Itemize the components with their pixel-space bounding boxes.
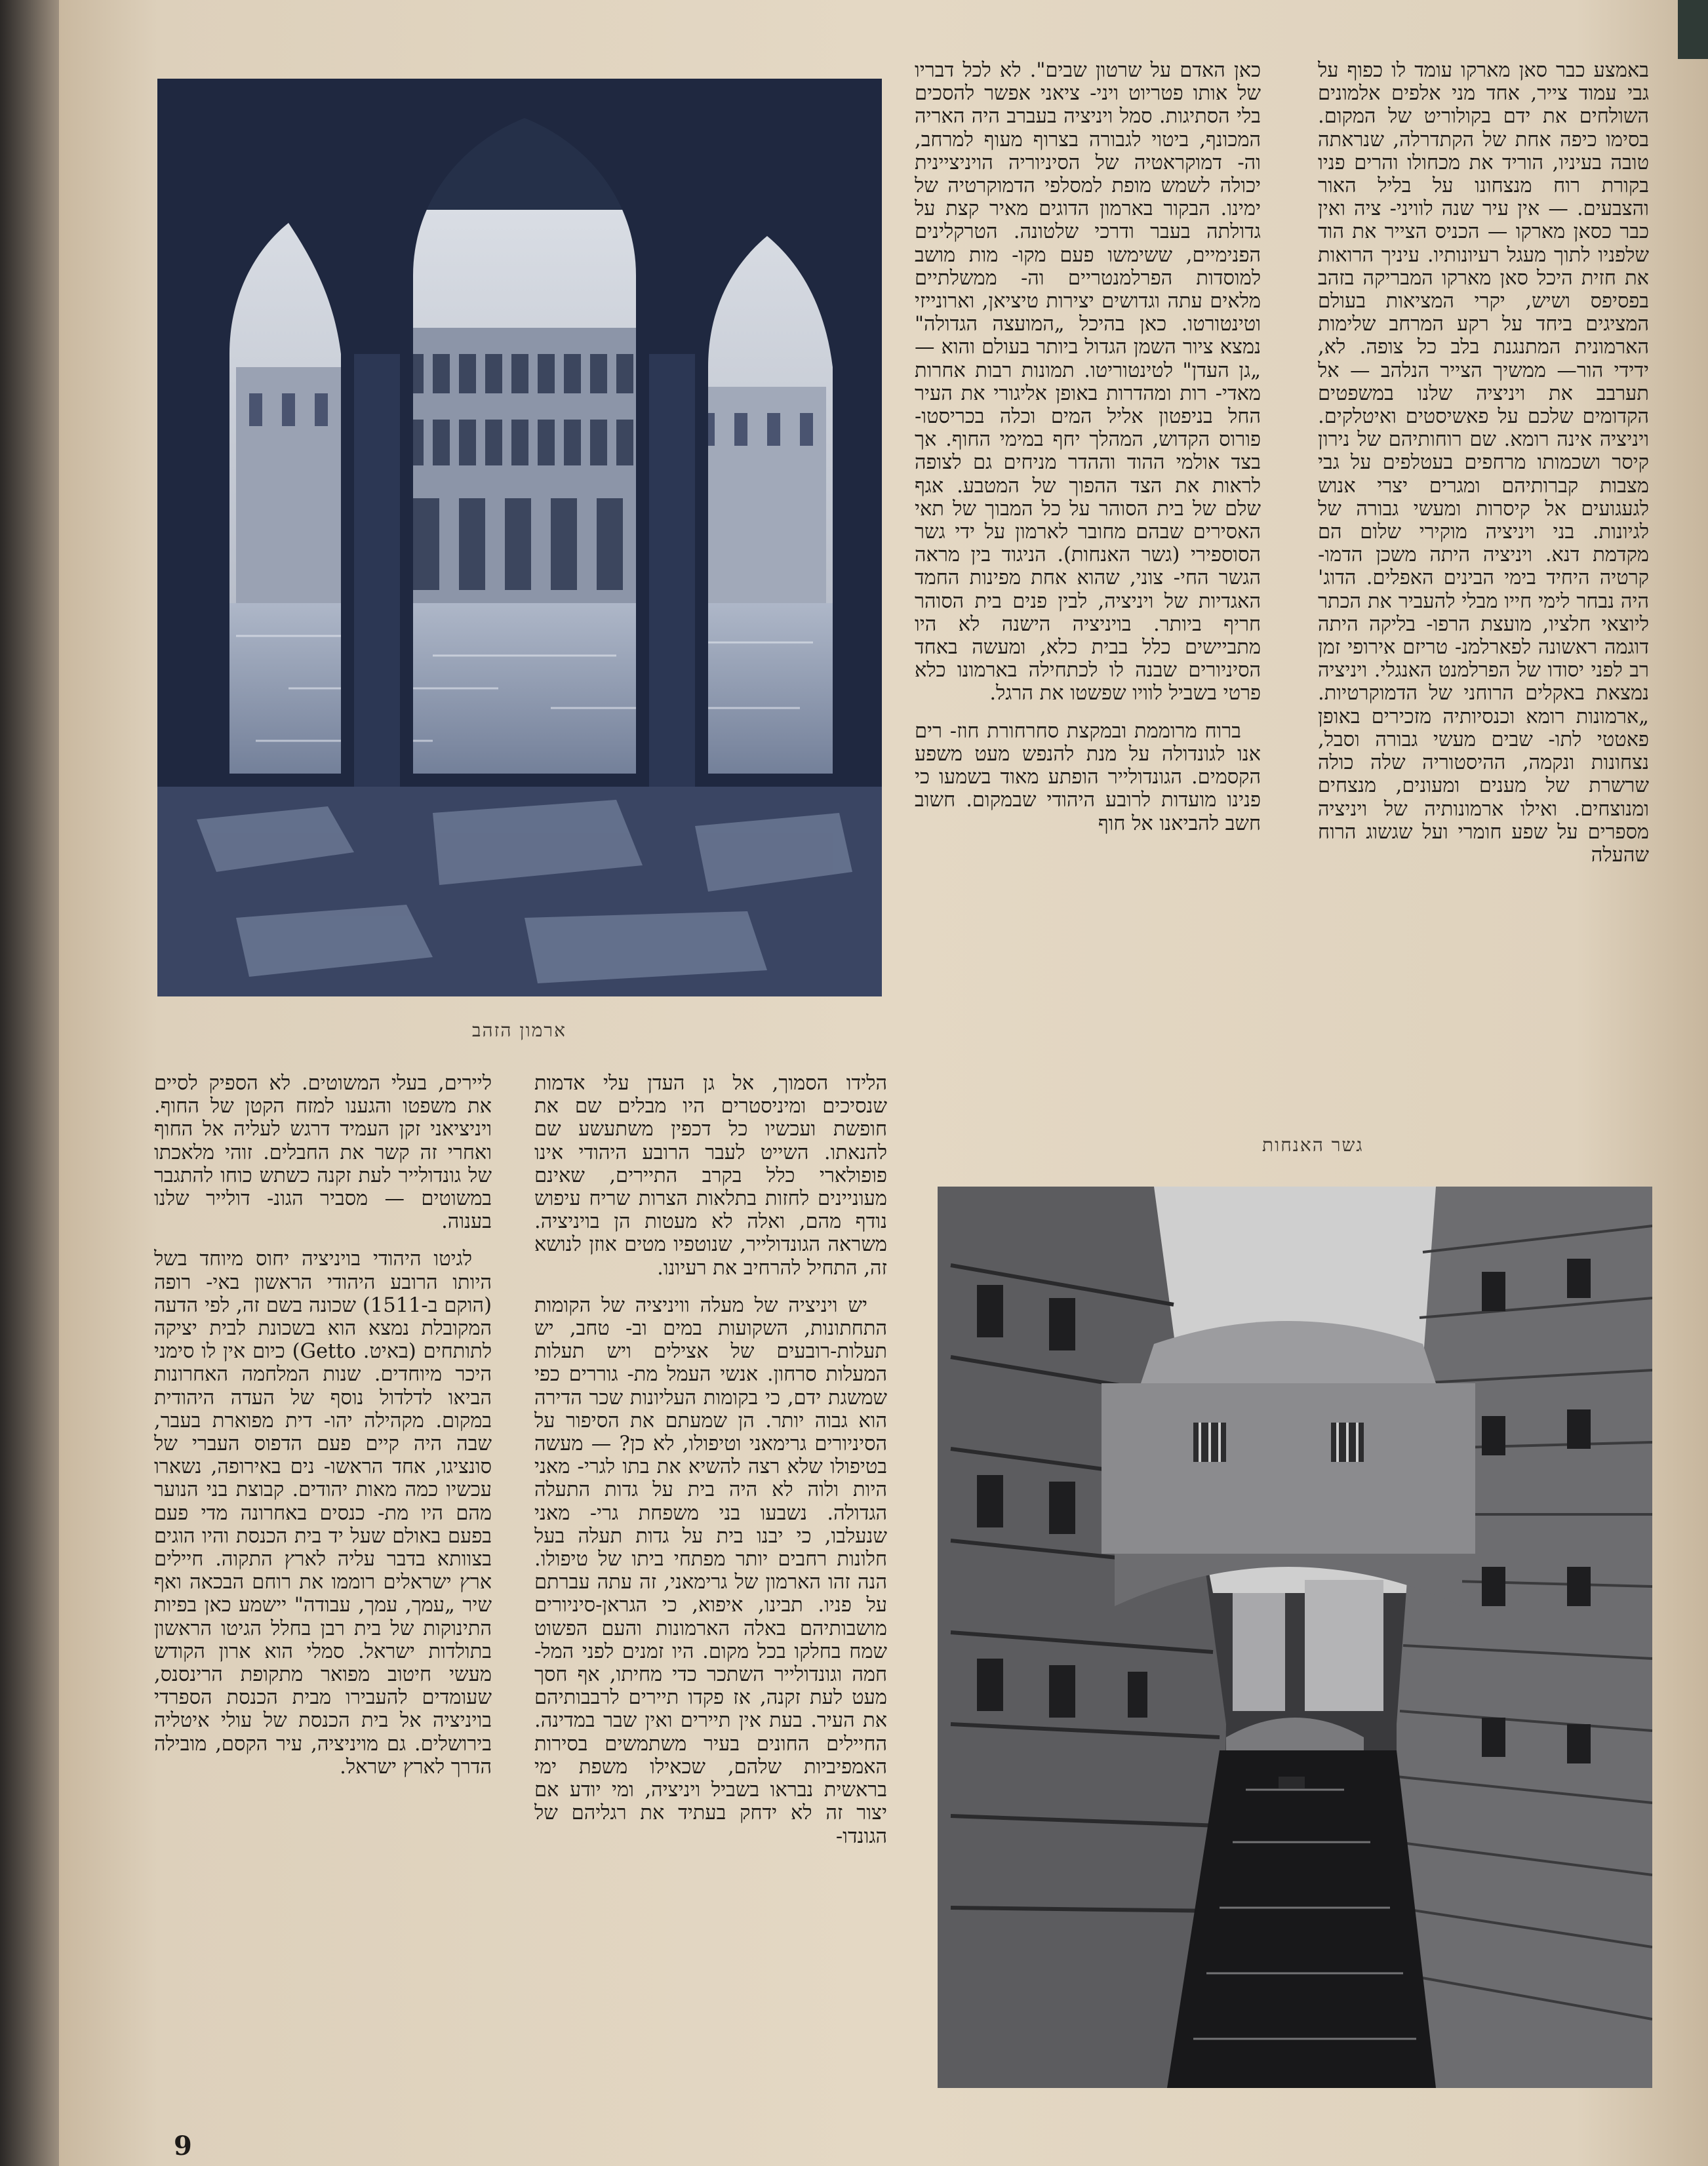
column-top-middle bbox=[915, 59, 1261, 1095]
paragraph: ליירים, בעלי המשוטים. לא הספיק לסיים את משפטו והגענו למזח הקטן של החוף. ויניציאני זקן העמיד דרגש לעליה אל החוף ואחרי זה קשר את החבלים. זוהי מלאכתו של גונדולייר לעת זקנה כשתש כוחו להתגבר במשוטים — מסביר הגונ- דולייר שלנו בענוה. bbox=[154, 1072, 492, 1234]
caption-bridge-of-sighs: גשר האנחות bbox=[1262, 1134, 1364, 1156]
page-tab bbox=[1678, 0, 1708, 59]
page-number: 9 bbox=[174, 2131, 192, 2161]
column-bottom-middle bbox=[534, 1072, 887, 2127]
caption-golden-palace: ארמון הזהב bbox=[472, 1019, 566, 1041]
photo-golden-palace bbox=[157, 79, 882, 996]
paragraph: כאן האדם על שרטון שבים". לא לכל דבריו של אותו פטריוט ויני- ציאני אפשר להסכים בלי הסתיגות. סמל ויניציה בעברב היה האריה המכונף, ביטוי לגבורה בצרוף מעוף למרחב, וה- דמוקראטיה של הסיניוריה הויניציינית יכולה לשמש מופת למסלפי הדמוקרטיה של ימינו. הבקור בארמון הדוגים מאיר קצת על גדולתה בעבר ודרכי שלטונה. הטרקלינים הפנימיים, ששימשו פעם מקו- מות מושב למוסדות הפרלמנטריים וה- ממשלתיים מלאים עתה וגדושים יצירות טיציאן, וארונייזי וטינטורטו. כאן בהיכל „המועצה הגדולה" נמצא ציור השמן הגדול ביותר בעולם והוא — „גן העדן" לטינטוריטו. תמונות רבות אחרות מאדי- רות ומהדרות באופן אליגורי את העיר החל בניפטון אליל המים וכלה בכריסטו- פורוס הקדוש, המהלך יחף במימי החוף. אך בצד אולמי ההוד וההדר מניחים גם לצופה לראות את הצד ההפוך של המטבע. אגף שלם של בית הסוהר על כל המבוך של תאי האסירים שבהם מחובר לארמון על ידי גשר הסוספירי (גשר האנחות). הניגוד בין מראה הגשר החי- צוני, שהוא אחת מפינות החמד האגדיות של ויניציה, לבין פנים בית הסוהר חריף ביותר. בויניציה הישנה לא היו מתביישים כלל בבית כלא, ומעשה באחד הסיניורים שבנה לו לכתחילה בארמונו כלא פרטי בשביל לוויו שפשטו את הרגל. bbox=[915, 59, 1261, 705]
column-bottom-left bbox=[154, 1072, 492, 2127]
paragraph: ברוח מרוממת ובמקצת סחרחורת חוז- רים אנו לגונדולה על מנת להנפש מעט משפע הקסמים. הגונדולייר הופתע מאוד בשמעו כי פנינו מועדות לרובע היהודי שבמקום. חשוב חשב להביאנו אל חוף bbox=[915, 719, 1261, 835]
photo-bridge-of-sighs bbox=[938, 1187, 1652, 2088]
paragraph: באמצע כבר סאן מארקו עומד לו כפוף על גבי עמוד צייר, אחד מני אלפים אלמונים השולחים את ידם בקולוריט של המקום. בסימו כיפה אחת של הקתדרלה, שנראתה טובה בעיניו, הוריד את מכחולו והרים פניו בקורת רוח מנצחונו על בליל האור והצבעים. — אין עיר שנה לוויני- ציה ואין כבר כסאן מארקו — הכניס הצייר את הוד שלפניו לתוך מעגל רעיונותיו. עיניך הרואות את חזית היכל סאן מארקו המבריקה בזהב בפסיפס ושיש, יקרי המציאות בעולם המציגים ביחד על רקע המרחב שלימות הארמונית המתנגנת בלב כל צופה. לא, ידידי הור— ממשיך הצייר הנלהב — אל תערבב את ויניציה שלנו במשפטים הקדומים שלכם על פאשיסטים ואיטלקים. ויניציה אינה רומא. שם רוחותיהם של נירון קיסר ושכמותו מרחפים בעטלפים על גבי מצבות קברותיהם ומגרים יצרי אנוש לגעגועים אל קיסרות ומעשי גבורה של לגיונות. בני ויניציה מוקירי שלום הם מקדמת דנא. ויניציה היתה משכן הדמו- קרטיה היחיד בימי הבינים האפלים. הדוג' היה נבחר לימי חייו מבלי להעביר את הכתר ליוצאי חלציו, מועצת הרפו- בליקה היתה דוגמה ראשונה לפארלמנ- טריזם אירופי זמן רב לפני יסודו של הפרלמנט האנגלי. ויניציה נמצאת באקלים הרוחני של הדמוקרטיות. „ארמונות רומא וכנסיותיה מזכירים באופן פאטטי לתו- שבים מעשי גבורה וסבל, נצחונות ונקמה, ההיסטוריה שלה כולה שרשרת של מענים ומעונים, מנצחים ומנוצחים. ואילו ארמונותיה של ויניציה מספרים על שפע חומרי ועל שגשוג הרוח שהעלה bbox=[1318, 59, 1649, 867]
arcade-illustration bbox=[157, 79, 882, 996]
bridge-illustration bbox=[938, 1187, 1652, 2088]
paragraph: הלידו הסמוך, אל גן העדן עלי אדמות שנסיכים ומיניסטרים היו מבלים שם את חופשת ועכשיו כל דכפין משתעשע שם להנאתו. השייט לעבר הרובע היהודי אינו פופולארי כלל בקרב התיירים, שאינם מעוניינים לחזות בתלאות הצרות שריח עיפוש נודף מהם, ואלה לא מעטות הן בויניציה. משראה הגונדולייר, שנוטפיו מטים אוזן לנושא זה, התחיל להרחיב את רעיונו. bbox=[534, 1072, 887, 1280]
paragraph: יש ויניציה של מעלה וויניציה של הקומות התחתונות, השקועות במים וב- טחב, יש תעלות-רובעים של אצילים ויש תעלות המעלות סרחון. אנשי העמל מת- גוררים כפי שמשגת ידם, כי בקומות העליונות שכר הדירה הוא גבוה יותר. הן שמעתם את הסיפור על הסיניורים גרימאני וטיפולו, לא כן? — מעשה בטיפולו שלא רצה להשיא את בתו לגרי- מאני היות ולוה לא היה בית על גדות התעלה הגדולה. נשבעו בני משפחת גרי- מאני שנעלבו, כי יבנו בית על גדות תעלה בעל חלונות רחבים יותר מפתחי ביתו של טיפולו. הנה זהו הארמון של גרימאני, זה עתה עברתם על פניו. תבינו, איפוא, כי הגראן-סיניורים מושבותיהם באלה הארמונות והעם הפשוט שמח בחלקו בכל מקום. היו זמנים לפני המל- חמה וגונדולייר השתכר כדי מחיתו, אף חסך מעט לעת זקנה, אז פקדו תיירים לרבבותיהם את העיר. בעת אין תיירים ואין שבר במדינה. החיילים החונים בעיר משתמשים בסירות האמפיביות שלהם, שכאילו משפת ימי בראשית נבראו בשביל ויניציה, ומי יודע אם יצור זה לא ידחק בעתיד את רגליהם של הגונדו- bbox=[534, 1293, 887, 1848]
column-top-right bbox=[1318, 59, 1649, 1095]
paragraph: לגיטו היהודי בויניציה יחוס מיוחד בשל היותו הרובע היהודי הראשון באי- רופה (הוקם ב-1511) שכונה בשם זה, לפי הדעה המקובלת נמצא הוא בשכונת לבית יציקה לתותחים (באיט. Getto) כיום אין לו סימני היכר מיוחדים. שנות המלחמה האחרונות הביאו לדלדול נוסף של העדה היהודית במקום. מקהילה יהו- דית מפוארת בעבר, שבה היה קיים פעם הדפוס העברי של סונציגו, אחד הראשו- נים באירופה, נשארו עכשיו כמה מאות יהודים. קבוצת בני הנוער מהם היו מת- כנסים באחרונה מדי פעם בפעם באולם שעל יד בית הכנסת והיו הוגים בצוותא בדבר עליה לארץ התקוה. חיילים ארץ ישראלים רוממו את רוחם הבכאה ואף שיר „עמך, עמך, עבודה" יישמע כאן בפיות התינוקות של בית רבן בחלל הגיטו הראשון בתולדות ישראל. סמלי הוא ארון הקודש מעשי חיטוב מפואר מתקופת הרינסנס, שעומדים להעבירו מבית הכנסת הספרדי בויניציה אל בית הכנסת של עולי איטליה בירושלים. גם מויניציה, עיר הקסם, מובילה הדרך לארץ ישראל. bbox=[154, 1248, 492, 1779]
